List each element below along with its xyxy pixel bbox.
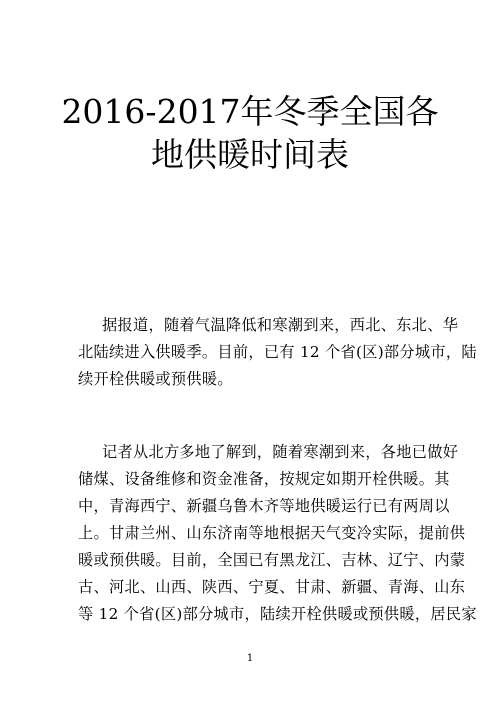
- paragraph-line: 储煤、设备维修和资金准备，按规定如期开栓供暖。其: [78, 470, 450, 488]
- paragraph-line: 上。甘肃兰州、山东济南等地根据天气变冷实际，提前供: [78, 524, 466, 542]
- paragraph-line: 古、河北、山西、陕西、宁夏、甘肃、新疆、青海、山东: [78, 578, 466, 596]
- paragraph-line: 北陆续进入供暖季。目前，已有 12 个省(区)部分城市，陆: [78, 343, 477, 361]
- paragraph-2: [78, 439, 477, 628]
- paragraph-line: 记者从北方多地了解到，随着寒潮到来，各地已做好: [102, 443, 459, 461]
- paragraph-line: 等 12 个省(区)部分城市，陆续开栓供暖或预供暖，居民家: [78, 605, 477, 623]
- paragraph-line: 暖或预供暖。目前，全国已有黑龙江、吉林、辽宁、内蒙: [78, 551, 466, 569]
- page-number: 1: [246, 653, 254, 664]
- paragraph-line: 中，青海西宁、新疆乌鲁木齐等地供暖运行已有两周以: [78, 497, 450, 515]
- document-title-line-1: 2016-2017年冬季全国各: [61, 92, 439, 131]
- paragraph-1: [78, 312, 477, 393]
- document-title-line-2: 地供暖时间表: [151, 135, 349, 174]
- paragraph-line: 据报道，随着气温降低和寒潮到来，西北、东北、华: [102, 316, 459, 334]
- paragraph-line: 续开栓供暖或预供暖。: [78, 370, 233, 388]
